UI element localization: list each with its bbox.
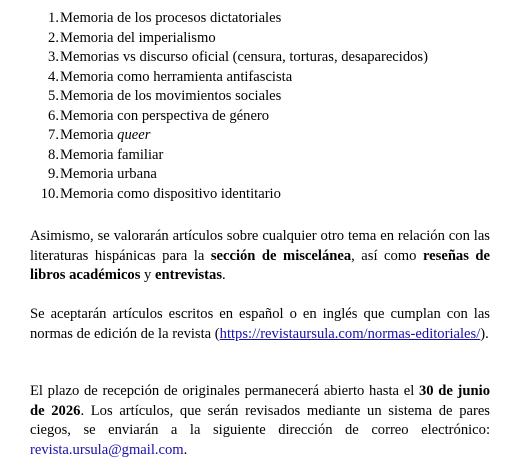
- list-item-text: [59, 126, 150, 146]
- list-item-text: Memoria de los movimientos sociales: [60, 88, 282, 104]
- paragraph-text: , así como: [351, 247, 423, 264]
- list-item-text: Memorias vs discurso oficial (censura, torturas, desaparecidos): [60, 49, 428, 65]
- topics-list: [28, 9, 498, 204]
- list-item-text-plain: Memoria: [60, 127, 118, 143]
- paragraph-text: .: [222, 267, 226, 283]
- list-item: [28, 29, 498, 49]
- list-item: [28, 48, 498, 68]
- list-item-text: Memoria como herramienta antifascista: [60, 68, 293, 85]
- list-item: [28, 126, 498, 146]
- paragraph-text: El plazo de recepción de originales permanecerá abierto hasta el: [30, 383, 419, 399]
- list-item-number: 9.: [48, 166, 59, 182]
- list-item: [28, 107, 498, 127]
- bold-text: sección de miscelánea: [210, 247, 352, 264]
- paragraph-text: Asimismo, se valorarán artículos sobre cualquier otro tema en relación con las literaturas hispánicas para la: [30, 228, 490, 264]
- deadline-paragraph: [30, 382, 490, 460]
- list-item-text: Memoria urbana: [60, 166, 157, 182]
- list-item-number: 2.: [48, 29, 59, 46]
- bold-text: entrevistas: [155, 267, 223, 283]
- bold-text: reseñas de libros académicos: [30, 247, 491, 283]
- list-item: [28, 87, 498, 107]
- paragraph-text: ).: [480, 325, 489, 342]
- list-item-number: 5.: [48, 88, 59, 104]
- list-item-number: 3.: [48, 49, 59, 65]
- paragraph-text: y: [140, 267, 155, 283]
- contact-email[interactable]: revista.ursula@gmail.com: [30, 441, 184, 458]
- list-item-number: 7.: [48, 127, 59, 143]
- list-item: [28, 185, 498, 205]
- list-item: [28, 146, 498, 166]
- list-item: [28, 68, 498, 88]
- paragraph-text: . Los artículos, que serán revisados mediante un sistema de pares ciegos, se enviarán a la siguiente dirección de correo electrónico:: [30, 402, 490, 438]
- list-item: [28, 9, 498, 29]
- paragraph-text: Se aceptarán artículos escritos en español o en inglés que cumplan con las normas de edición de la revista (: [30, 306, 490, 342]
- list-item-number: 1.: [48, 10, 59, 26]
- editorial-norms-link[interactable]: https://revistaursula.com/normas-editoriales/: [219, 325, 481, 342]
- list-item-number: 8.: [48, 146, 59, 163]
- list-item-text: Memoria con perspectiva de género: [60, 107, 270, 124]
- list-item: [28, 165, 498, 185]
- deadline-date: 30 de junio de 2026: [30, 383, 491, 419]
- list-item-text-italic: queer: [117, 127, 151, 143]
- list-item-text: Memoria del imperialismo: [60, 29, 216, 46]
- languages-paragraph: [30, 305, 490, 344]
- paragraph-text: .: [183, 441, 188, 458]
- list-item-text: Memoria como dispositivo identitario: [60, 185, 281, 202]
- list-item-text: Memoria de los procesos dictatoriales: [60, 10, 282, 26]
- list-item-text: Memoria familiar: [60, 146, 164, 163]
- list-item-number: 6.: [48, 107, 59, 124]
- list-item-number: 4.: [48, 68, 59, 85]
- list-item-number: 10.: [40, 185, 59, 202]
- miscellany-paragraph: [30, 227, 490, 286]
